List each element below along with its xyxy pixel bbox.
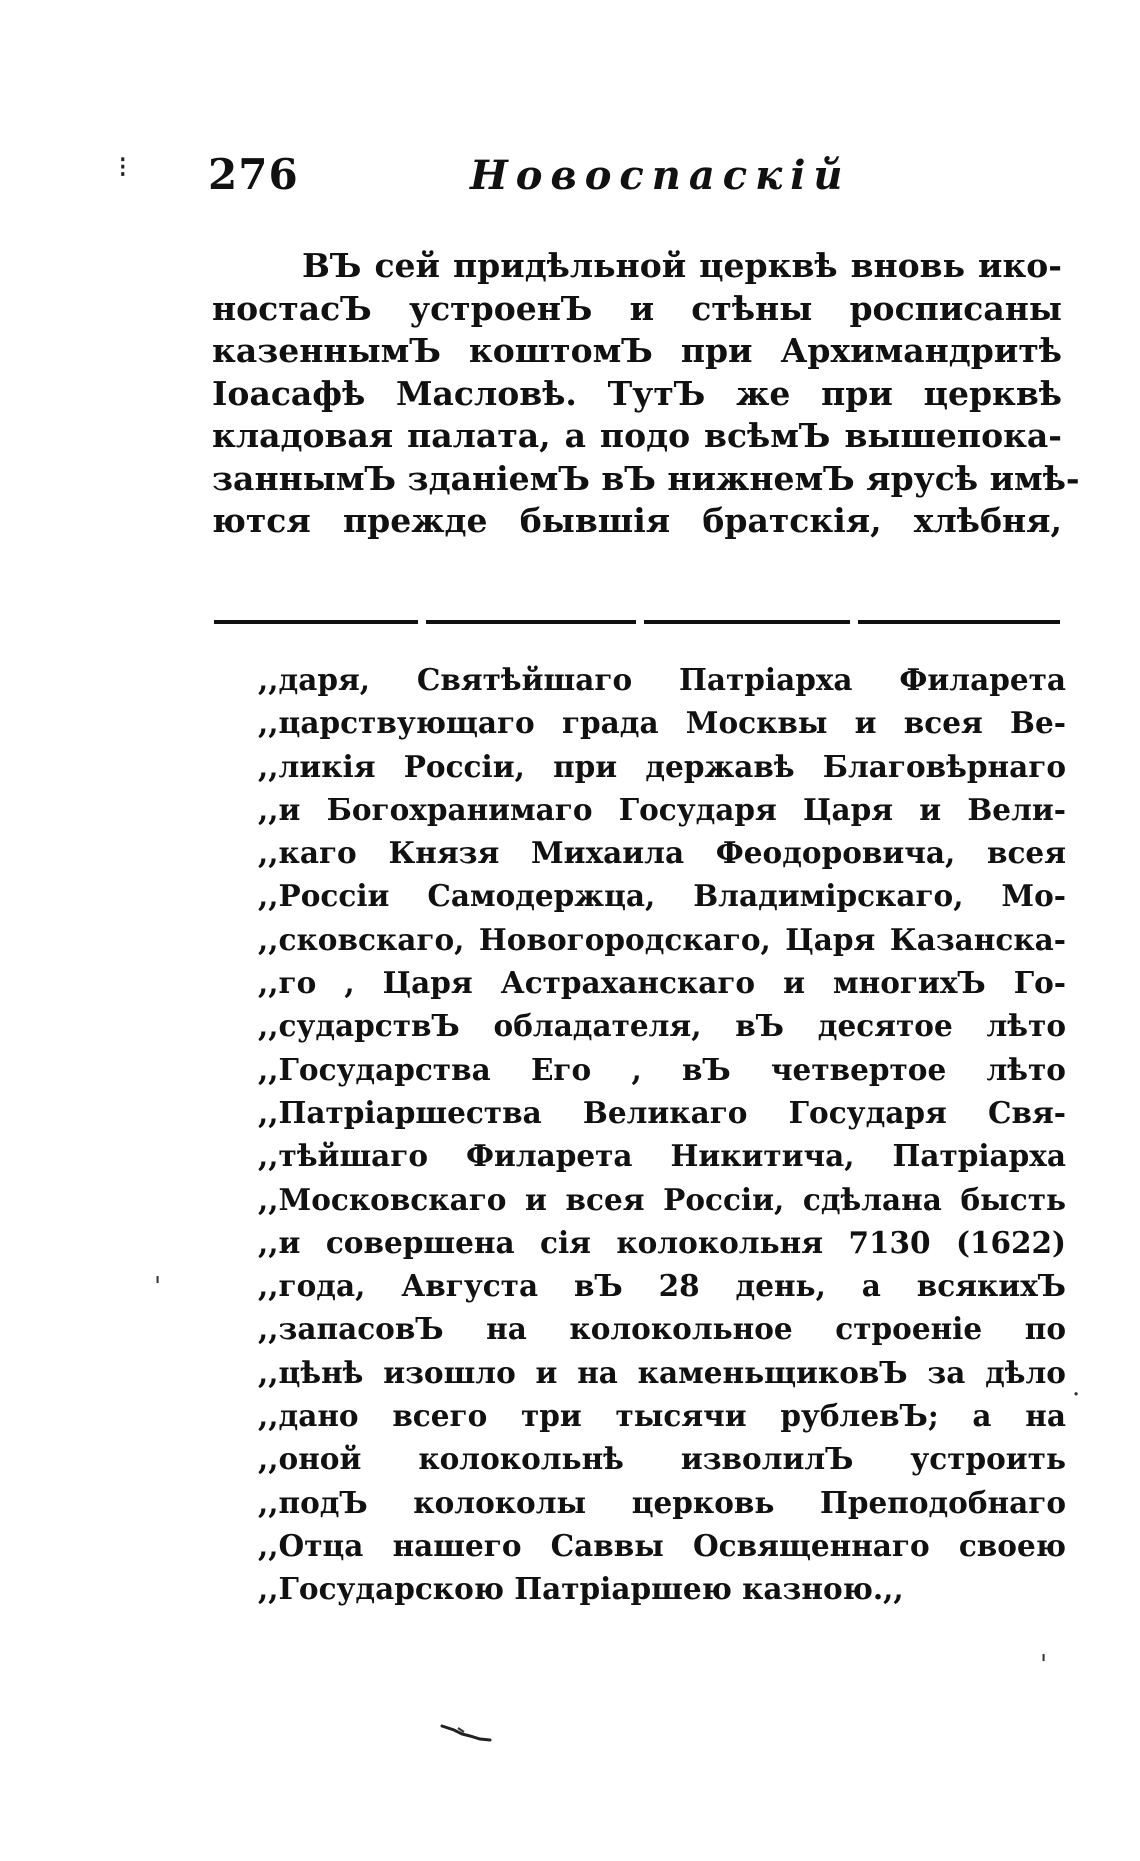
note-line: ,,каго Князя Михаила Феодоровича, всея xyxy=(258,835,1066,871)
margin-mark-left: ⁝ xyxy=(118,150,128,185)
divider-gap xyxy=(850,616,858,628)
note-line: ,,подЪ колоколы церковь Преподобнаго xyxy=(258,1484,1066,1520)
stray-mark: ' xyxy=(1040,1650,1048,1680)
main-paragraph xyxy=(212,245,1080,543)
main-line: казеннымЪ коштомЪ при Архимандритѣ xyxy=(212,331,1062,370)
note-line: ,,Патріаршества Великаго Государя Свя- xyxy=(258,1094,1066,1130)
divider-gap xyxy=(418,616,426,628)
note-line: ,,дано всего три тысячи рублевЪ; а на xyxy=(258,1398,1066,1434)
page-number: 276 xyxy=(208,150,299,199)
note-line: ,,сковскаго, Новогородскаго, Царя Казанска- xyxy=(258,921,1066,957)
note-line: ,,го , Царя Астраханскаго и многихЪ Го- xyxy=(258,965,1066,1001)
stray-mark: ' xyxy=(154,1272,162,1302)
main-line: Іоасафѣ Масловѣ. ТутЪ же при церквѣ xyxy=(212,373,1062,413)
main-line: ВЪ сей придѣльной церквѣ вновь ико- xyxy=(302,246,1062,285)
main-line: ются прежде бывшія братскія, хлѣбня, xyxy=(212,501,1062,540)
main-line: кладовая палата, а подо всѣмЪ вышепока- xyxy=(212,416,1062,455)
note-line: ,,Государскою Патріаршею казною.,, xyxy=(258,1571,904,1607)
note-line: ,,ликія Россіи, при державѣ Благовѣрнаго xyxy=(258,748,1066,784)
note-line: ,,и совершена сія колокольня 7130 (1622) xyxy=(258,1224,1066,1260)
note-line: ,,тѣйшаго Филарета Никитича, Патріарха xyxy=(258,1138,1066,1174)
note-line: ,,сударствЪ обладателя, вЪ десятое лѣто xyxy=(258,1008,1066,1044)
running-title: Новоспаскій xyxy=(470,152,851,199)
note-line: ,,Государства Его , вЪ четвертое лѣто xyxy=(258,1051,1066,1087)
note-line: ,,и Богохранимаго Государя Царя и Вели- xyxy=(258,791,1066,827)
main-line: заннымЪ зданіемЪ вЪ нижнемЪ ярусѣ имѣ- xyxy=(212,458,1080,498)
note-line: ,,Московскаго и всея Россіи, сдѣлана бысть xyxy=(258,1181,1066,1217)
page-header xyxy=(208,150,1068,210)
note-line: ,,года, Августа вЪ 28 день, а всякихЪ xyxy=(258,1268,1066,1304)
note-line: ,,оной колокольнѣ изволилЪ устроить xyxy=(258,1441,1066,1477)
note-line: ,,Отца нашего Саввы Освященнаго своею xyxy=(258,1527,1066,1563)
note-line: ,,царствующаго града Москвы и всея Ве- xyxy=(258,705,1066,741)
ink-smudge xyxy=(440,1722,500,1742)
note-line: ,,Россіи Самодержца, Владимірскаго, Мо- xyxy=(258,878,1066,914)
note-line: ,,даря, Святѣйшаго Патріарха Филарета xyxy=(258,662,1066,697)
stray-mark: · xyxy=(1072,1380,1081,1410)
note-line: ,,запасовЪ на колокольное строеніе по xyxy=(258,1311,1066,1347)
main-line: ностасЪ устроенЪ и стѣны росписаны xyxy=(212,288,1062,328)
divider-gap xyxy=(636,616,644,628)
note-line: ,,цѣнѣ изошло и на каменьщиковЪ за дѣло xyxy=(258,1354,1066,1390)
footnote-quotation xyxy=(258,658,1066,1611)
